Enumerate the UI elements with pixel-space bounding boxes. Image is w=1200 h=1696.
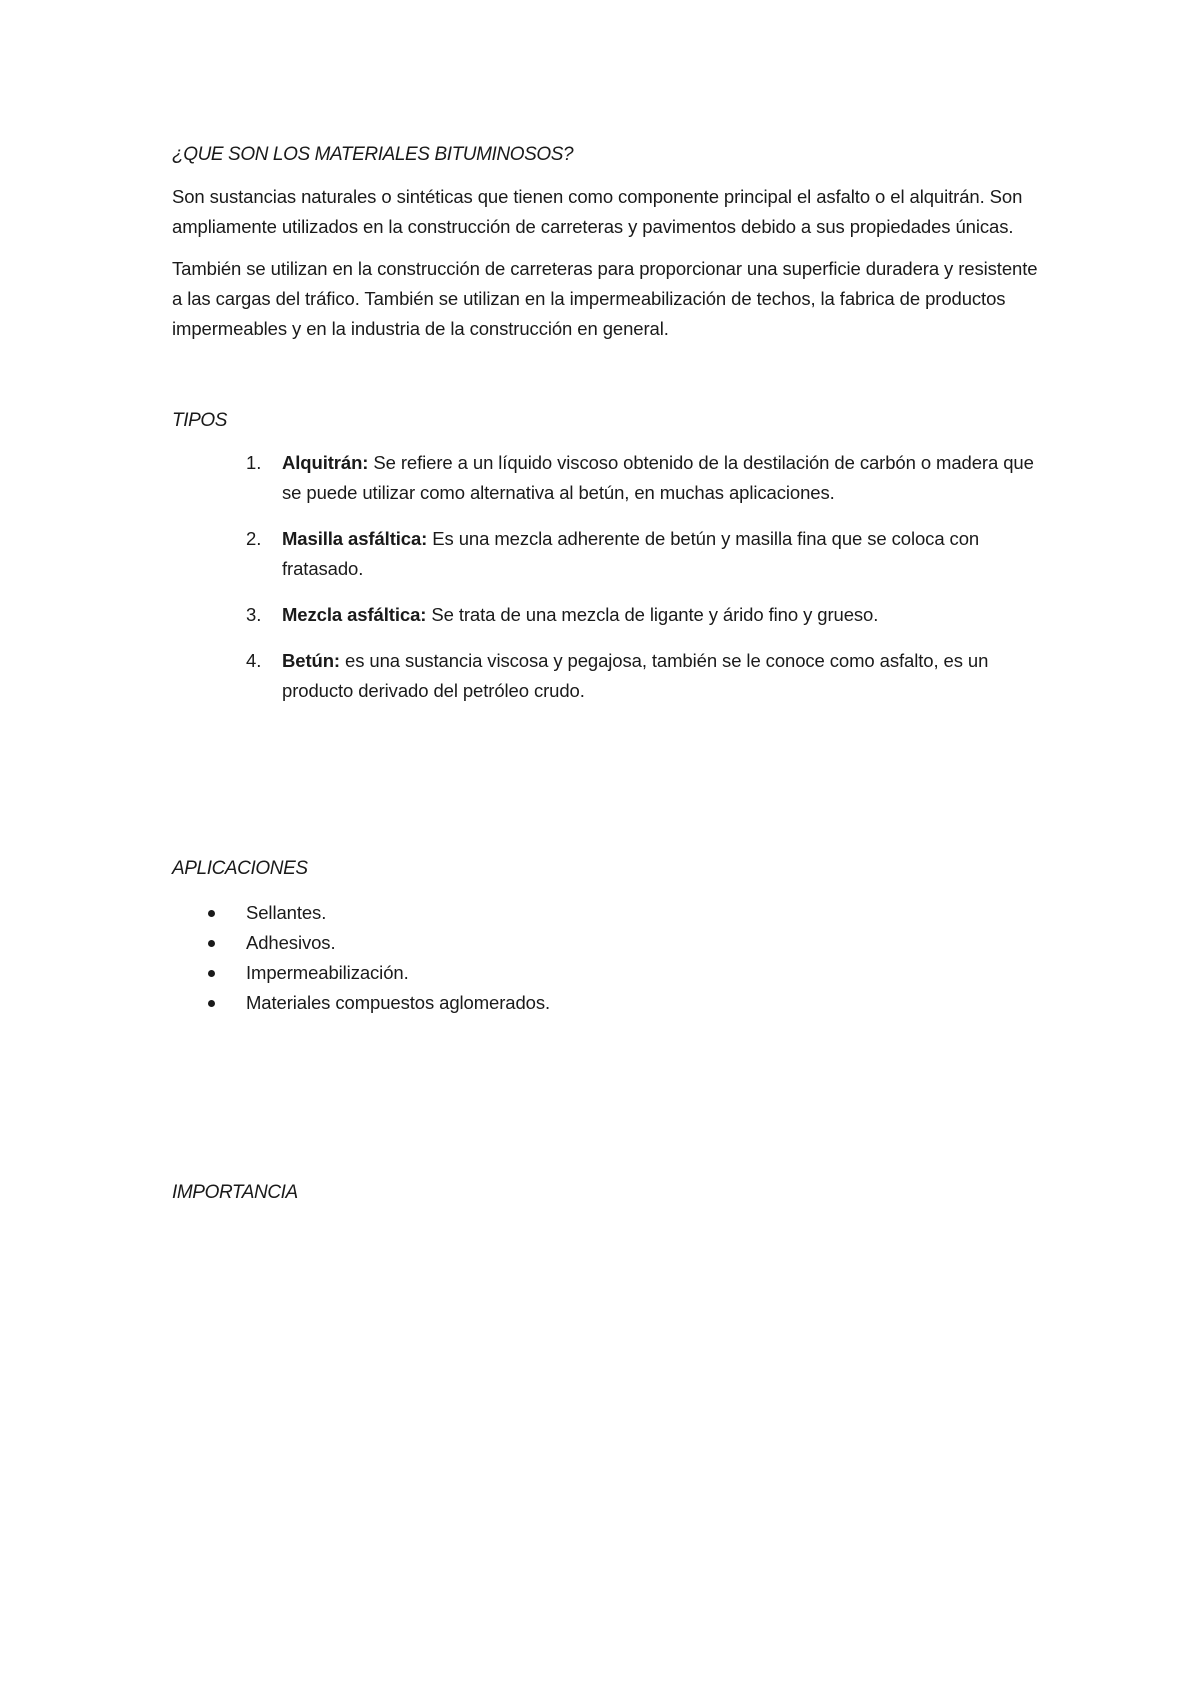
list-item — [172, 988, 1052, 1018]
list-item — [172, 898, 1052, 928]
list-number: 2. — [246, 528, 262, 549]
list-item — [172, 448, 1052, 508]
list-text: Impermeabilización. — [246, 962, 409, 983]
list-text: Sellantes. — [246, 902, 327, 923]
list-item — [172, 600, 1052, 630]
section-heading-tipos: TIPOS — [172, 410, 228, 431]
bullet-icon — [208, 1000, 215, 1007]
list-item — [172, 524, 1052, 584]
list-item — [172, 928, 1052, 958]
tipos-list — [172, 448, 1052, 706]
bullet-icon — [208, 940, 215, 947]
list-text: es una sustancia viscosa y pegajosa, también se le conoce como asfalto, es un producto derivado del petróleo crudo. — [282, 650, 989, 701]
list-number: 4. — [246, 650, 262, 671]
section-heading-importancia: IMPORTANCIA — [172, 1182, 298, 1203]
list-item — [172, 958, 1052, 988]
aplicaciones-list — [172, 898, 1052, 1018]
list-term: Mezcla asfáltica: — [282, 604, 427, 625]
section-heading-aplicaciones: APLICACIONES — [172, 858, 308, 879]
list-term: Betún: — [282, 650, 340, 671]
list-term: Masilla asfáltica: — [282, 528, 428, 549]
document-content — [172, 140, 1052, 1208]
list-text: Adhesivos. — [246, 932, 336, 953]
bullet-icon — [208, 910, 215, 917]
list-number: 3. — [246, 604, 262, 625]
list-item — [172, 646, 1052, 706]
paragraph-uses: También se utilizan en la construcción de carreteras para proporcionar una superficie duradera y resistente a las cargas del tráfico. También se utilizan en la impermeabilización de techos, la fabrica de productos impermeables y en la industria de la construcción en general. — [172, 258, 1038, 339]
list-term: Alquitrán: — [282, 452, 369, 473]
list-text: Materiales compuestos aglomerados. — [246, 992, 551, 1013]
list-text: Se refiere a un líquido viscoso obtenido de la destilación de carbón o madera que se puede utilizar como alternativa al betún, en muchas aplicaciones. — [282, 452, 1034, 503]
paragraph-definition: Son sustancias naturales o sintéticas que tienen como componente principal el asfalto o el alquitrán. Son ampliamente utilizados en la construcción de carreteras y pavimentos debido a sus propiedades únicas. — [172, 186, 1023, 237]
list-number: 1. — [246, 452, 262, 473]
section-heading-que-son: ¿QUE SON LOS MATERIALES BITUMINOSOS? — [172, 144, 574, 165]
bullet-icon — [208, 970, 215, 977]
list-text: Se trata de una mezcla de ligante y árido fino y grueso. — [426, 604, 879, 625]
list-text: Es una mezcla adherente de betún y masilla fina que se coloca con fratasado. — [282, 528, 980, 579]
